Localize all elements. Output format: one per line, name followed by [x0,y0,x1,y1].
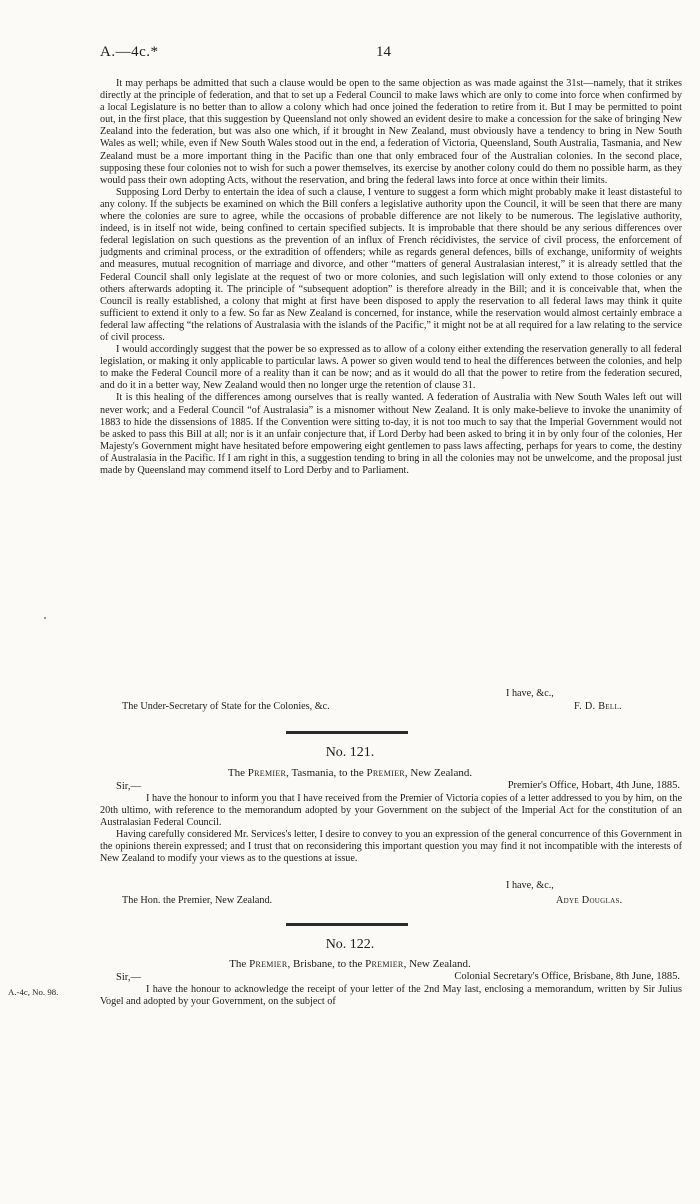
letter-120-body [100,78,682,477]
page-number: 14 [376,44,391,60]
letter-121-body [100,793,682,866]
paragraph: It may perhaps be admitted that such a clause would be open to the same objection as was made against the 31st—namely, that it strikes directly at the principle of federation, and that to set up a Federal Council to make laws which are only to come into force when confirmed by a local Legislature is no better than to allow a colony which had once joined the federation to retire from it. But I may be permitted to point out, in the first place, that this suggestion by Queensland not only showed an evident desire to make a concession for the sake of bringing New Zealand into the federation, but was also one which, if it brought in New Zealand, must obviously have a tendency to bring in New South Wales as well; while, even if New South Wales stood out in the end, a federation of Victoria, Queensland, South Australia, Tasmania, and New Zealand must be a more important thing in the Pacific than one that only embraced four of the Australian colonies. In the second place, supposing these four colonies not to wish for such a power themselves, its exercise by another colony could do them no possible harm, as they would pass their own adopting Acts, without the reservation, and bring the federal laws into force at once within their limits. [100,78,682,186]
letter-122-salutation: Sir,— [116,972,141,983]
letter-122-body [100,984,682,1008]
letter-120-closing: I have, &c., [506,688,554,699]
letter-121-salutation: Sir,— [116,781,141,792]
letter-121-office-line: Premier's Office, Hobart, 4th June, 1885. [507,780,680,791]
paragraph: I have the honour to acknowledge the receipt of your letter of the 2nd May last, enclosing a memorandum, written by Sir Julius Vogel and adopted by your Government, on the subject of [100,984,682,1008]
letter-121-addressee: The Hon. the Premier, New Zealand. [122,895,273,906]
margin-note: A.-4c, No. 98. [8,987,59,997]
paragraph: I would accordingly suggest that the power be so expressed as to allow of a colony either extending the reservation generally to all federal legislation, or making it only applicable to particular laws. A power so given would tend to heal the differences between the colonies, and help to make the Federal Council more of a reality than it can be now; and as it would do all that the power to retire from the federation secured, and do it in a better way, New Zealand would then no longer urge the retention of clause 31. [100,344,682,392]
title-to-rank: Premier [365,958,404,970]
section-divider [286,731,408,734]
paragraph: Supposing Lord Derby to entertain the idea of such a clause, I venture to suggest a form which might probably make it least distasteful to any colony. If the subjects be examined on which the Bill confers a legislative authority upon the Council, it will be seen that there are many where the colonies are sure to agree, while the occasions of probable difference are not likely to be numerous. The legislative authority, indeed, is in itself not wide, being confined to certain specified subjects. It is improbable that there should be any serious differences over federal legislation on such questions as the prevention of an influx of French récidivistes, the service of civil process, the enforcement of judgments and criminal process, or the extradition of offenders; while as regards general defences, bills of exchange, uniformity of weights and measures, mutual recognition of marriage and divorce, and other “matters of general Australasian interest,” it is already settled that the Federal Council shall only legislate at the request of two or more colonies, and such legislation will only extend to those colonies or any others afterwards adopting it. The principle of “subsequent adoption” is therefore already in the Bill; and it is conceivable that, when the Council is really established, a colony that might at first have been disposed to apply the reservation to all federal laws may think it quite sufficient to extend it only to a few. So far as New Zealand is concerned, for instance, while the reservation would almost certainly embrace a federal law affecting “the relations of Australasia with the islands of the Pacific,” it might not be at all required for a law relating to the service of civil process. [100,186,682,343]
title-from-place: , Tasmania, to the [286,767,367,779]
letter-122-office-line: Colonial Secretary's Office, Brisbane, 8th June, 1885. [454,971,680,982]
letter-122-title: The Premier, Brisbane, to the Premier, New Zealand. [229,958,471,970]
paragraph: I have the honour to inform you that I have received from the Premier of Victoria copies of a letter addressed to you by him, on the 20th ultimo, with reference to the memorandum adopted by your Government on the subject of the Imperial Act for the constitution of an Australasian Federal Council. [100,793,682,829]
letter-121-signature: Adye Douglas. [556,895,623,906]
scan-speck [44,617,46,619]
paragraph: It is this healing of the differences among ourselves that is really wanted. A federation of Australia with New South Wales left out will never work; and a Federal Council “of Australasia” is a misnomer without New Zealand. It is only make-believe to invoke the unanimity of 1883 to hide the dissensions of 1885. If the Convention were sitting to-day, it is not too much to say that the Imperial Government would not be asked to pass this Bill at all; nor is it an unfair conjecture that, if Lord Derby had been asked to bring it in by only four of the colonies, Her Majesty's Government might have hesitated before empowering eight gentlemen to pass laws affecting, perhaps for years to come, the destiny of Australasia in the Pacific. If I am right in this, a suggestion tending to bring in all the colonies may not be unwelcome, and the proposal just made by Queensland may commend itself to Lord Derby and to Parliament. [100,392,682,476]
title-to-place: , New Zealand. [404,767,473,779]
page-reference: A.—4c.* [100,44,159,60]
title-to-rank: Premier [366,767,405,779]
title-from-rank: Premier [249,958,288,970]
paragraph: Having carefully considered Mr. Services's letter, I desire to convey to you an expression of the general concurrence of this Government in the opinions therein expressed; and I trust that on reconsidering this important question you may find it not incompatible with the interests of New Zealand to modify your views as to the questions at issue. [100,829,682,865]
letter-122-number: No. 122. [325,937,375,952]
letter-120-addressee: The Under-Secretary of State for the Colonies, &c. [122,701,330,712]
title-from-place: , Brisbane, to the [287,958,366,970]
letter-121-title: The Premier, Tasmania, to the Premier, New Zealand. [227,767,473,779]
letter-121-closing: I have, &c., [506,880,554,891]
title-from-rank: Premier [247,767,287,779]
letter-120-signature: F. D. Bell. [574,701,622,712]
section-divider [286,923,408,926]
letter-121-number: No. 121. [325,745,375,760]
title-to-place: , New Zealand. [403,958,471,970]
